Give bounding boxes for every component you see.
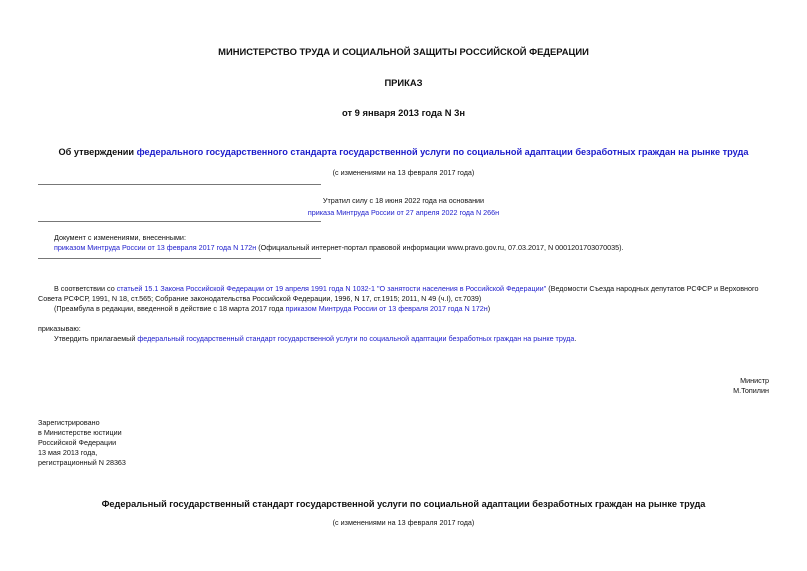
divider	[38, 184, 321, 185]
law-article-link[interactable]: статьей 15.1 Закона Российской Федерации от 19 апреля 1991 года N 1032-1 "О занятости населения в Российской Федерации"	[116, 284, 547, 293]
preamble-line-1	[54, 284, 758, 294]
title-prefix: Об утверждении	[58, 147, 137, 157]
edition-order-link[interactable]: приказом Минтруда России от 13 февраля 2017 года N 172н	[285, 304, 488, 313]
ministry-name: МИНИСТЕРСТВО ТРУДА И СОЦИАЛЬНОЙ ЗАЩИТЫ РОССИЙСКОЙ ФЕДЕРАЦИИ	[218, 46, 589, 57]
document-type: ПРИКАЗ	[384, 77, 423, 88]
document-date-number: от 9 января 2013 года N 3н	[341, 107, 466, 118]
lost-force-text: Утратил силу с 18 июня 2022 года на основании	[322, 196, 485, 205]
changes-order-link[interactable]: приказом Минтруда России от 13 февраля 2017 года N 172н	[54, 243, 257, 252]
title-standard-link[interactable]: федерального государственного стандарта государственной услуги по социальной адаптации безработных граждан на рынке труда	[136, 147, 749, 157]
registration-line: 13 мая 2013 года,	[38, 448, 98, 457]
document-title	[0, 147, 807, 157]
signature-name: М.Топилин	[733, 386, 769, 395]
preamble-line-2: Совета РСФСР, 1991, N 18, ст.565; Собрание законодательства Российской Федерации, 1996, N 17, ст.1915; 2011, N 49 (ч.I), ст.7039)	[38, 294, 482, 303]
registration-line: Зарегистрировано	[38, 418, 100, 427]
divider	[38, 221, 321, 222]
order-verb: приказываю:	[38, 324, 81, 333]
divider	[38, 258, 321, 259]
edition-note-start: (Преамбула в редакции, введенной в действие с 18 марта 2017 года	[54, 304, 286, 313]
registration-line: в Министерстве юстиции	[38, 428, 122, 437]
approve-end: .	[574, 334, 577, 343]
registration-line: Российской Федерации	[38, 438, 117, 447]
lost-force-link[interactable]: приказа Минтруда России от 27 апреля 2022 года N 266н	[307, 208, 500, 217]
changes-line	[54, 243, 624, 253]
edition-note-end: )	[487, 304, 491, 313]
standard-title: Федеральный государственный стандарт государственной услуги по социальной адаптации безработных граждан на рынке труда	[101, 499, 706, 509]
standard-amendments-note: (с изменениями на 13 февраля 2017 года)	[332, 518, 475, 527]
amendments-note: (с изменениями на 13 февраля 2017 года)	[332, 168, 475, 177]
changes-source: (Официальный интернет-портал правовой информации www.pravo.gov.ru, 07.03.2017, N 0001201703070035).	[256, 243, 624, 252]
approve-statement	[54, 334, 576, 344]
signature-position: Министр	[740, 376, 769, 385]
preamble-edition-note	[54, 304, 490, 314]
registration-line: регистрационный N 28363	[38, 458, 126, 467]
changes-heading: Документ с изменениями, внесенными:	[54, 233, 186, 242]
preamble-start: В соответствии со	[54, 284, 117, 293]
approve-start: Утвердить прилагаемый	[54, 334, 138, 343]
preamble-source: (Ведомости Съезда народных депутатов РСФСР и Верховного	[546, 284, 759, 293]
approved-standard-link[interactable]: федеральный государственный стандарт государственной услуги по социальной адаптации безработных граждан на рынке труда	[137, 334, 575, 343]
